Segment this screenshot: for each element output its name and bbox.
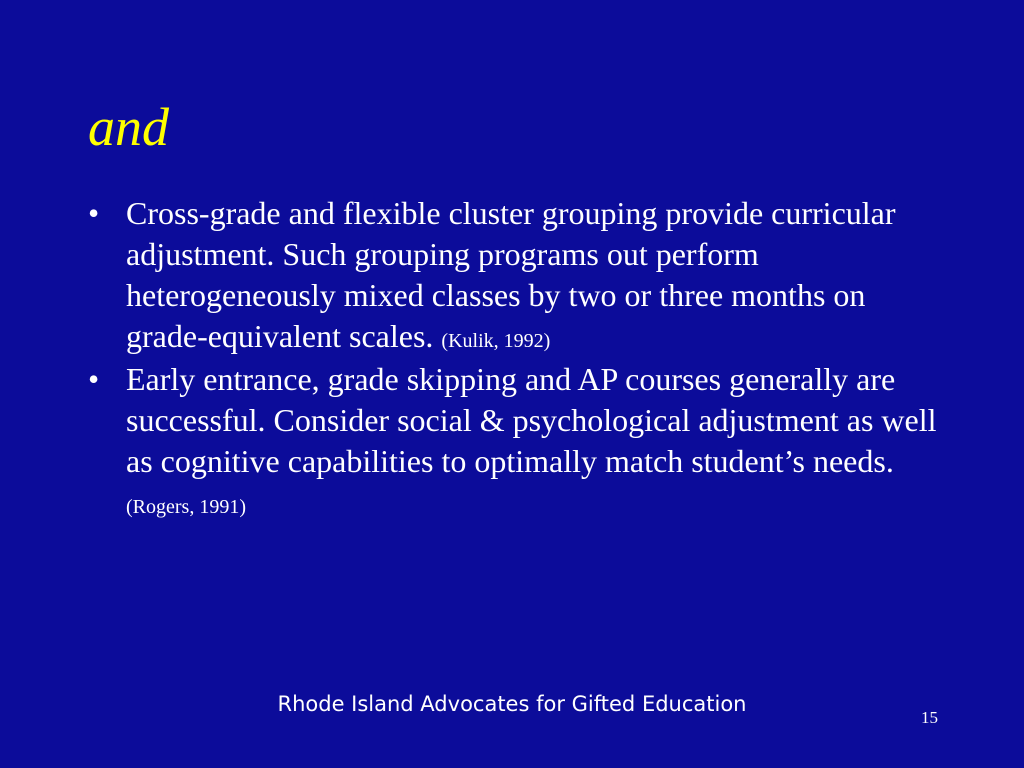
bullet-text: Early entrance, grade skipping and AP courses generally are successful. Consider social & psychological adjustment as well as cognitive capabilities to optimally match student’s needs. xyxy=(126,361,937,479)
bullet-icon: • xyxy=(88,361,100,397)
bullet-item xyxy=(84,359,954,523)
bullet-text: Cross-grade and flexible cluster grouping provide curricular adjustment. Such grouping programs out perform heterogeneously mixed classes by two or three months on grade-equivalent scales. xyxy=(126,195,896,354)
bullet-citation: (Kulik, 1992) xyxy=(441,330,551,352)
bullet-item xyxy=(84,193,954,357)
slide-footer: Rhode Island Advocates for Gifted Education xyxy=(277,692,747,716)
slide-title: and xyxy=(88,97,169,157)
bullet-icon: • xyxy=(88,195,100,231)
bullet-list xyxy=(84,193,954,525)
page-number: 15 xyxy=(921,708,938,727)
bullet-citation: (Rogers, 1991) xyxy=(126,496,246,518)
